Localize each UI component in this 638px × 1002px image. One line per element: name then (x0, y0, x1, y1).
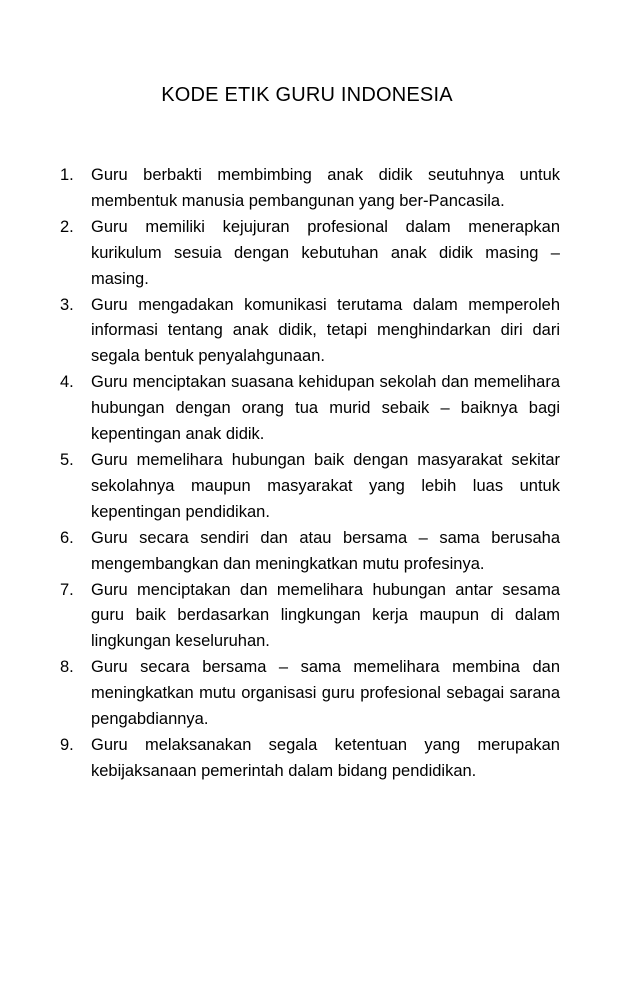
list-item (60, 215, 560, 293)
list-item-text: Guru memelihara hubungan baik dengan masyarakat sekitar sekolahnya maupun masyarakat yang lebih luas untuk kepentingan pendidikan. (91, 450, 560, 521)
list-item (60, 578, 560, 656)
list-item-text: Guru menciptakan suasana kehidupan sekolah dan memelihara hubungan dengan orang tua murid sebaik – baiknya bagi kepentingan anak didik. (91, 373, 560, 444)
list-item-number: 7. (60, 580, 74, 599)
list-item-text: Guru melaksanakan segala ketentuan yang merupakan kebijaksanaan pemerintah dalam bidang pendidikan. (91, 735, 560, 780)
list-item-number: 2. (60, 217, 74, 236)
list-item-number: 6. (60, 528, 74, 547)
list-item-number: 4. (60, 373, 74, 392)
document-title: KODE ETIK GURU INDONESIA (161, 84, 453, 106)
code-of-ethics-list (60, 163, 560, 785)
list-item (60, 293, 560, 371)
list-item-number: 8. (60, 658, 74, 677)
list-item-text: Guru secara bersama – sama memelihara membina dan meningkatkan mutu organisasi guru profesional sebagai sarana pengabdiannya. (91, 658, 560, 729)
list-item (60, 163, 560, 215)
list-item (60, 448, 560, 526)
list-item (60, 655, 560, 733)
list-item (60, 370, 560, 448)
list-item-text: Guru mengadakan komunikasi terutama dalam memperoleh informasi tentang anak didik, tetapi menghindarkan diri dari segala bentuk penyalahgunaan. (91, 295, 560, 366)
list-item-number: 5. (60, 450, 74, 469)
list-item-text: Guru berbakti membimbing anak didik seutuhnya untuk membentuk manusia pembangunan yang ber-Pancasila. (91, 166, 560, 210)
list-item-text: Guru secara sendiri dan atau bersama – sama berusaha mengembangkan dan meningkatkan mutu profesinya. (91, 528, 560, 573)
list-item-number: 9. (60, 735, 74, 754)
list-item-number: 1. (60, 166, 74, 184)
list-item-text: Guru memiliki kejujuran profesional dalam menerapkan kurikulum sesuia dengan kebutuhan anak didik masing – masing. (91, 217, 560, 288)
list-item (60, 733, 560, 785)
list-item-number: 3. (60, 295, 74, 314)
list-item-text: Guru menciptakan dan memelihara hubungan antar sesama guru baik berdasarkan lingkungan kerja maupun di dalam lingkungan keseluruhan. (91, 580, 560, 651)
list-item (60, 526, 560, 578)
